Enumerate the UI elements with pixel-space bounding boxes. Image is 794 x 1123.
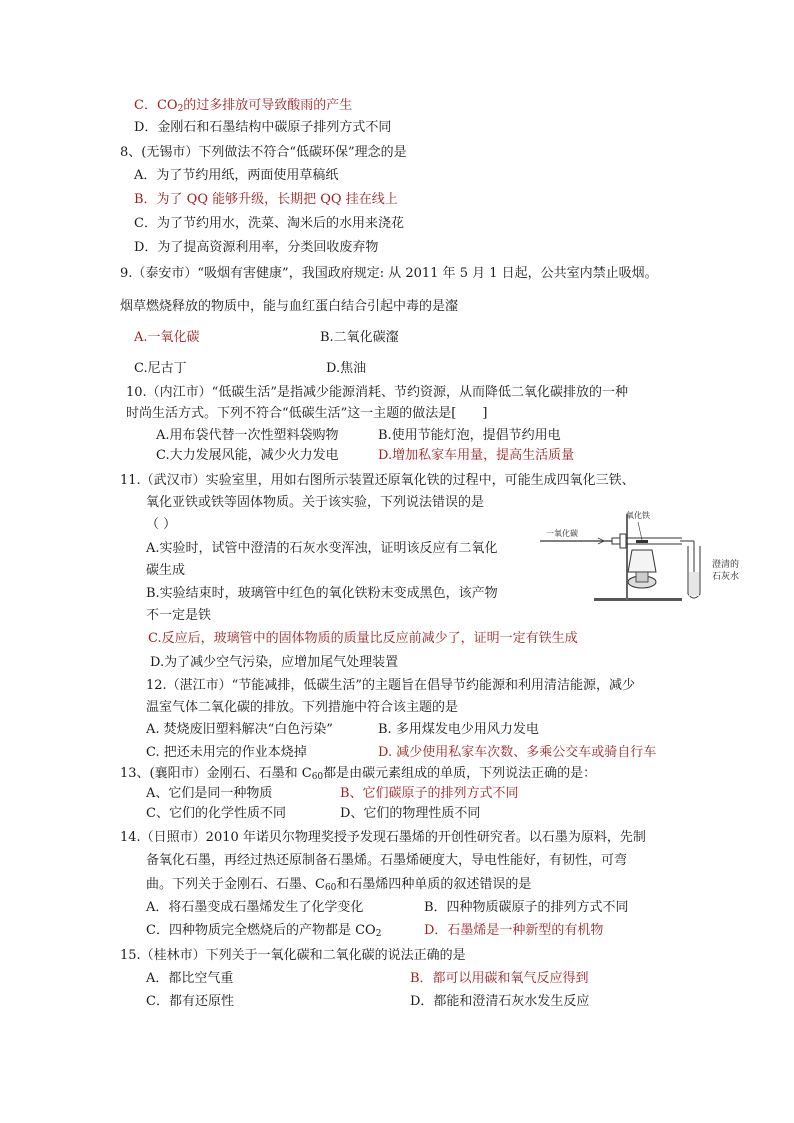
oxide-pointer <box>638 522 642 540</box>
q8-option-d: D．为了提高资源利用率，分类回收废弃物 <box>134 240 379 255</box>
q10-stem-line1: 10.（内江市）“低碳生活”是指减少能源消耗、节约资源，从而降低二氧化碳排放的一种 <box>126 385 628 400</box>
q13-option-d: D、它们的物理性质不同 <box>340 806 481 821</box>
q13-option-c: C、它们的化学性质不同 <box>146 806 286 821</box>
q14-option-c: C．四种物质完全燃烧后的产物都是 $CO_2$ <box>146 923 382 939</box>
q13-stem: 13、(襄阳市）金刚石、石墨和 $C_{60}$都是由碳元素组成的单质，下列说法正确的是： <box>120 766 597 782</box>
q12-option-c: C. 把还未用完的作业本烧掉 <box>146 745 307 760</box>
q10-stem-line2: 时尚生活方式。下列不符合“低碳生活”这一主题的做法是[ ] <box>126 406 488 421</box>
q8-option-b: B．为了 QQ 能够升级，长期把 QQ 挂在线上 <box>134 192 398 207</box>
q7-option-d: D．金刚石和石墨结构中碳原子排列方式不同 <box>134 120 392 135</box>
q11-stem-line2: 氧化亚铁或铁等固体物质。关于该实验，下列说法错误的是 <box>146 495 485 510</box>
q14-stem-line2: 备氧化石墨，再经过热还原制备石墨烯。石墨烯硬度大，导电性能好，有韧性，可弯 <box>146 853 628 868</box>
limewater <box>689 572 699 596</box>
stand-rod <box>626 514 628 600</box>
q15-option-b: B．都可以用碳和氧气反应得到 <box>410 971 589 986</box>
q11-option-c: C.反应后，玻璃管中的固体物质的质量比反应前减少了，证明一定有铁生成 <box>148 631 578 646</box>
q9-option-a: A.一氧化碳 <box>134 330 200 345</box>
q14-option-b: B．四种物质碳原子的排列方式不同 <box>424 900 629 915</box>
q8-option-c: C．为了节约用水，洗菜、淘米后的水用来浇花 <box>134 216 404 231</box>
q11-stem-line1: 11.（武汉市）实验室里，用如右图所示装置还原氧化铁的过程中，可能生成四氧化三铁、 <box>120 473 635 488</box>
q13-option-b: B、它们碳原子的排列方式不同 <box>340 786 519 801</box>
q9-stem-line1: 9.（泰安市）“吸烟有害健康”，我国政府规定: 从 2011 年 5 月 1 日起，公共室内禁止吸烟。 <box>120 266 658 281</box>
q9-stem-line2: 烟草燃烧释放的物质中，能与血红蛋白结合引起中毒的是瀣 <box>120 299 459 314</box>
test-tube-figure <box>680 528 710 604</box>
label-iron-oxide: 氧化铁 <box>626 511 650 520</box>
q12-stem-line2: 温室气体二氧化碳的排放。下列措施中符合该主题的是 <box>146 700 459 715</box>
q15-option-d: D．都能和澄清石灰水发生反应 <box>410 994 590 1009</box>
q11-answer-paren: （ ） <box>146 517 177 532</box>
q11-option-b-line1: B.实验结束时，玻璃管中红色的氧化铁粉末变成黑色，该产物 <box>146 586 498 601</box>
q8-stem: 8、(无锡市）下列做法不符合“低碳环保”理念的是 <box>120 145 407 160</box>
q14-option-d: D．石墨烯是一种新型的有机物 <box>424 923 604 938</box>
q8-option-a: A．为了节约用纸，两面使用草稿纸 <box>134 168 339 183</box>
q10-option-a: A.用布袋代替一次性塑料袋购物 <box>156 428 339 443</box>
tube-stopper-left <box>620 534 626 548</box>
q12-option-a: A. 焚烧废旧塑料解决“白色污染” <box>146 722 333 737</box>
q7-option-c: C．$CO_2$的过多排放可导致酸雨的产生 <box>134 98 353 114</box>
q15-option-c: C．都有还原性 <box>146 994 234 1009</box>
q14-stem-line3: 曲。下列关于金刚石、石墨、$C_{60}$和石墨烯四种单质的叙述错误的是 <box>146 877 532 893</box>
iron-oxide-powder <box>636 540 648 543</box>
label-limewater-1: 澄清的 <box>712 560 740 570</box>
q12-option-d: D. 减少使用私家车次数、多乘公交车或骑自行车 <box>378 745 657 760</box>
q9-option-b: B.二氧化碳瀣 <box>320 330 399 345</box>
q12-option-b: B. 多用煤发电少用风力发电 <box>378 722 539 737</box>
q11-option-b-line2: 不一定是铁 <box>146 608 212 623</box>
label-limewater-2: 石灰水 <box>712 572 740 582</box>
q9-option-d: D.焦油 <box>326 361 367 376</box>
q11-option-d: D.为了减少空气污染，应增加尾气处理装置 <box>150 655 399 670</box>
label-carbon-monoxide: 一氧化碳 <box>546 529 578 538</box>
q12-stem-line1: 12.（湛江市）“节能减排，低碳生活”的主题旨在倡导节约能源和利用清洁能源，减少 <box>146 678 635 693</box>
q10-option-d: D.增加私家车用量，提高生活质量 <box>378 448 575 463</box>
lamp-neck <box>636 572 648 582</box>
q10-option-c: C.大力发展风能，减少火力发电 <box>156 448 339 463</box>
apparatus-figure <box>540 500 682 604</box>
alcohol-lamp-shield <box>628 550 656 572</box>
q11-option-a-line2: 碳生成 <box>146 563 186 578</box>
stand-base <box>594 598 682 601</box>
q14-stem-line1: 14.（日照市）2010 年诺贝尔物理奖授予发现石墨烯的开创性研究者。以石墨为原料，先制 <box>120 830 646 845</box>
q9-option-c: C.尼古丁 <box>134 361 187 376</box>
q14-option-a: A．将石墨变成石墨烯发生了化学变化 <box>146 900 364 915</box>
q15-stem: 15.（桂林市）下列关于一氧化碳和二氧化碳的说法正确的是 <box>120 948 466 963</box>
q15-option-a: A．都比空气重 <box>146 971 234 986</box>
q11-option-a-line1: A.实验时，试管中澄清的石灰水变浑浊，证明该反应有二氧化 <box>146 541 498 556</box>
q10-option-b: B.使用节能灯泡，提倡节约用电 <box>378 428 561 443</box>
q13-option-a: A、它们是同一种物质 <box>146 786 273 801</box>
